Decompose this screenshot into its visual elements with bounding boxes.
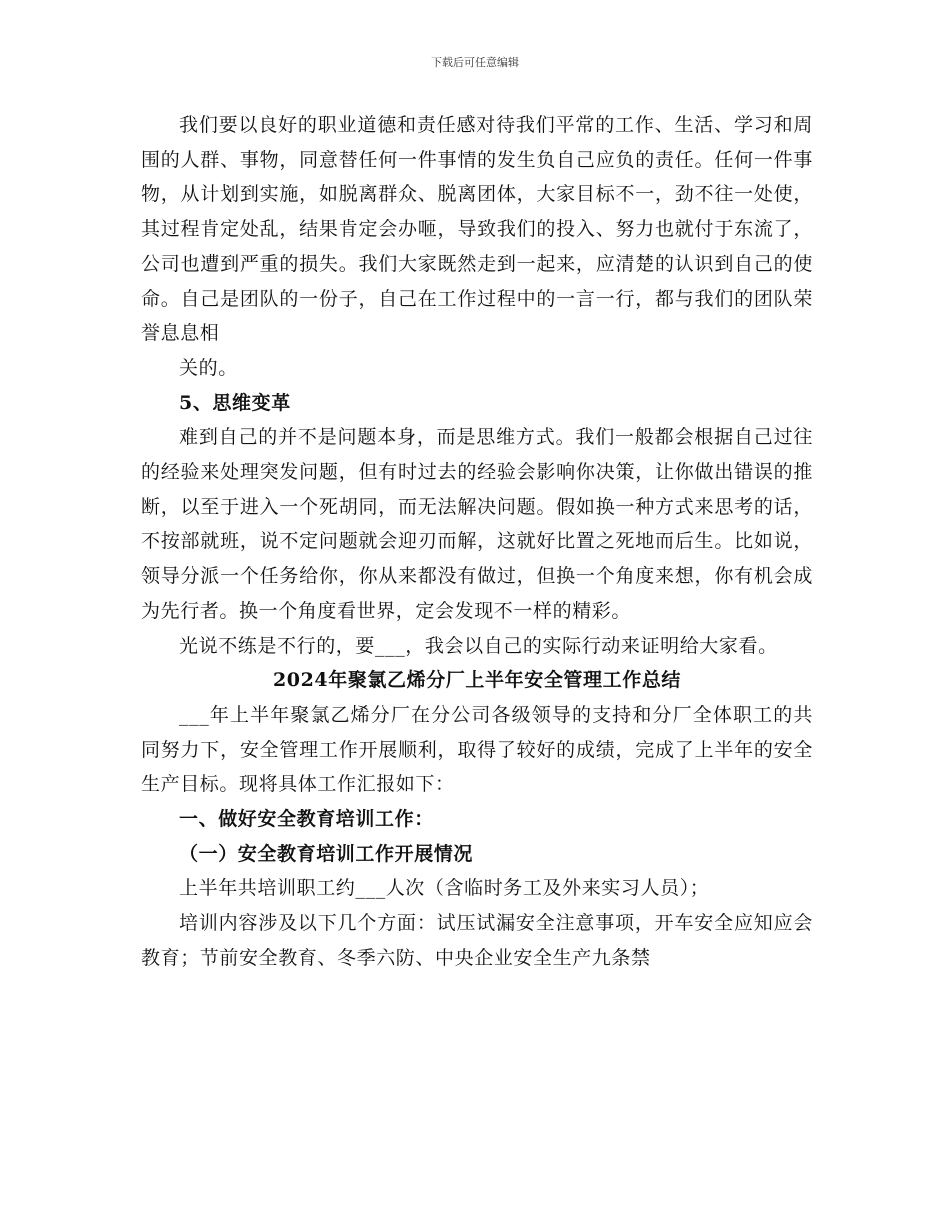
paragraph-action: 光说不练是不行的，要___，我会以自己的实际行动来证明给大家看。	[179, 634, 778, 657]
paragraph-training-count: 上半年共培训职工约___人次（含临时务工及外来实习人员）；	[179, 877, 710, 900]
section-heading-safety-training: 一、做好安全教育培训工作：	[179, 808, 434, 831]
document-title: 2024年聚氯乙烯分厂上半年安全管理工作总结	[272, 669, 682, 692]
page-header: 下载后可任意编辑	[431, 56, 519, 69]
document-body	[141, 108, 813, 976]
subsection-heading-training-status: （一）安全教育培训工作开展情况	[179, 842, 474, 865]
paragraph-training-content: 培训内容涉及以下几个方面：试压试漏安全注意事项，开车安全应知应会教育；节前安全教育、冬季六防、中央企业安全生产九条禁	[141, 912, 813, 969]
section-heading-thinking-change: 5、思维变革	[179, 391, 291, 414]
paragraph-intro: ___年上半年聚氯乙烯分厂在分公司各级领导的支持和分厂全体职工的共同努力下，安全管理工作开展顺利，取得了较好的成绩，完成了上半年的安全生产目标。现将具体工作汇报如下：	[141, 703, 813, 796]
paragraph-responsibility: 我们要以良好的职业道德和责任感对待我们平常的工作、生活、学习和周围的人群、事物，同意替任何一件事情的发生负自己应负的责任。任何一件事物，从计划到实施，如脱离群众、脱离团体，大家目标不一，劲不往一处使，其过程肯定处乱，结果肯定会办咂，导致我们的投入、努力也就付于东流了，公司也遭到严重的损失。我们大家既然走到一起来，应清楚的认识到自己的使命。自己是团队的一份子，自己在工作过程中的一言一行，都与我们的团队荣誉息息相	[141, 114, 813, 345]
paragraph-thinking: 难到自己的并不是问题本身，而是思维方式。我们一般都会根据自己过往的经验来处理突发问题，但有时过去的经验会影响你决策，让你做出错误的推断，以至于进入一个死胡同，而无法解决问题。假如换一种方式来思考的话，不按部就班，说不定问题就会迎刃而解，这就好比置之死地而后生。比如说，领导分派一个任务给你，你从来都没有做过，但换一个角度来想，你有机会成为先行者。换一个角度看世界，定会发现不一样的精彩。	[141, 426, 813, 622]
paragraph-continuation: 关的。	[179, 356, 238, 379]
